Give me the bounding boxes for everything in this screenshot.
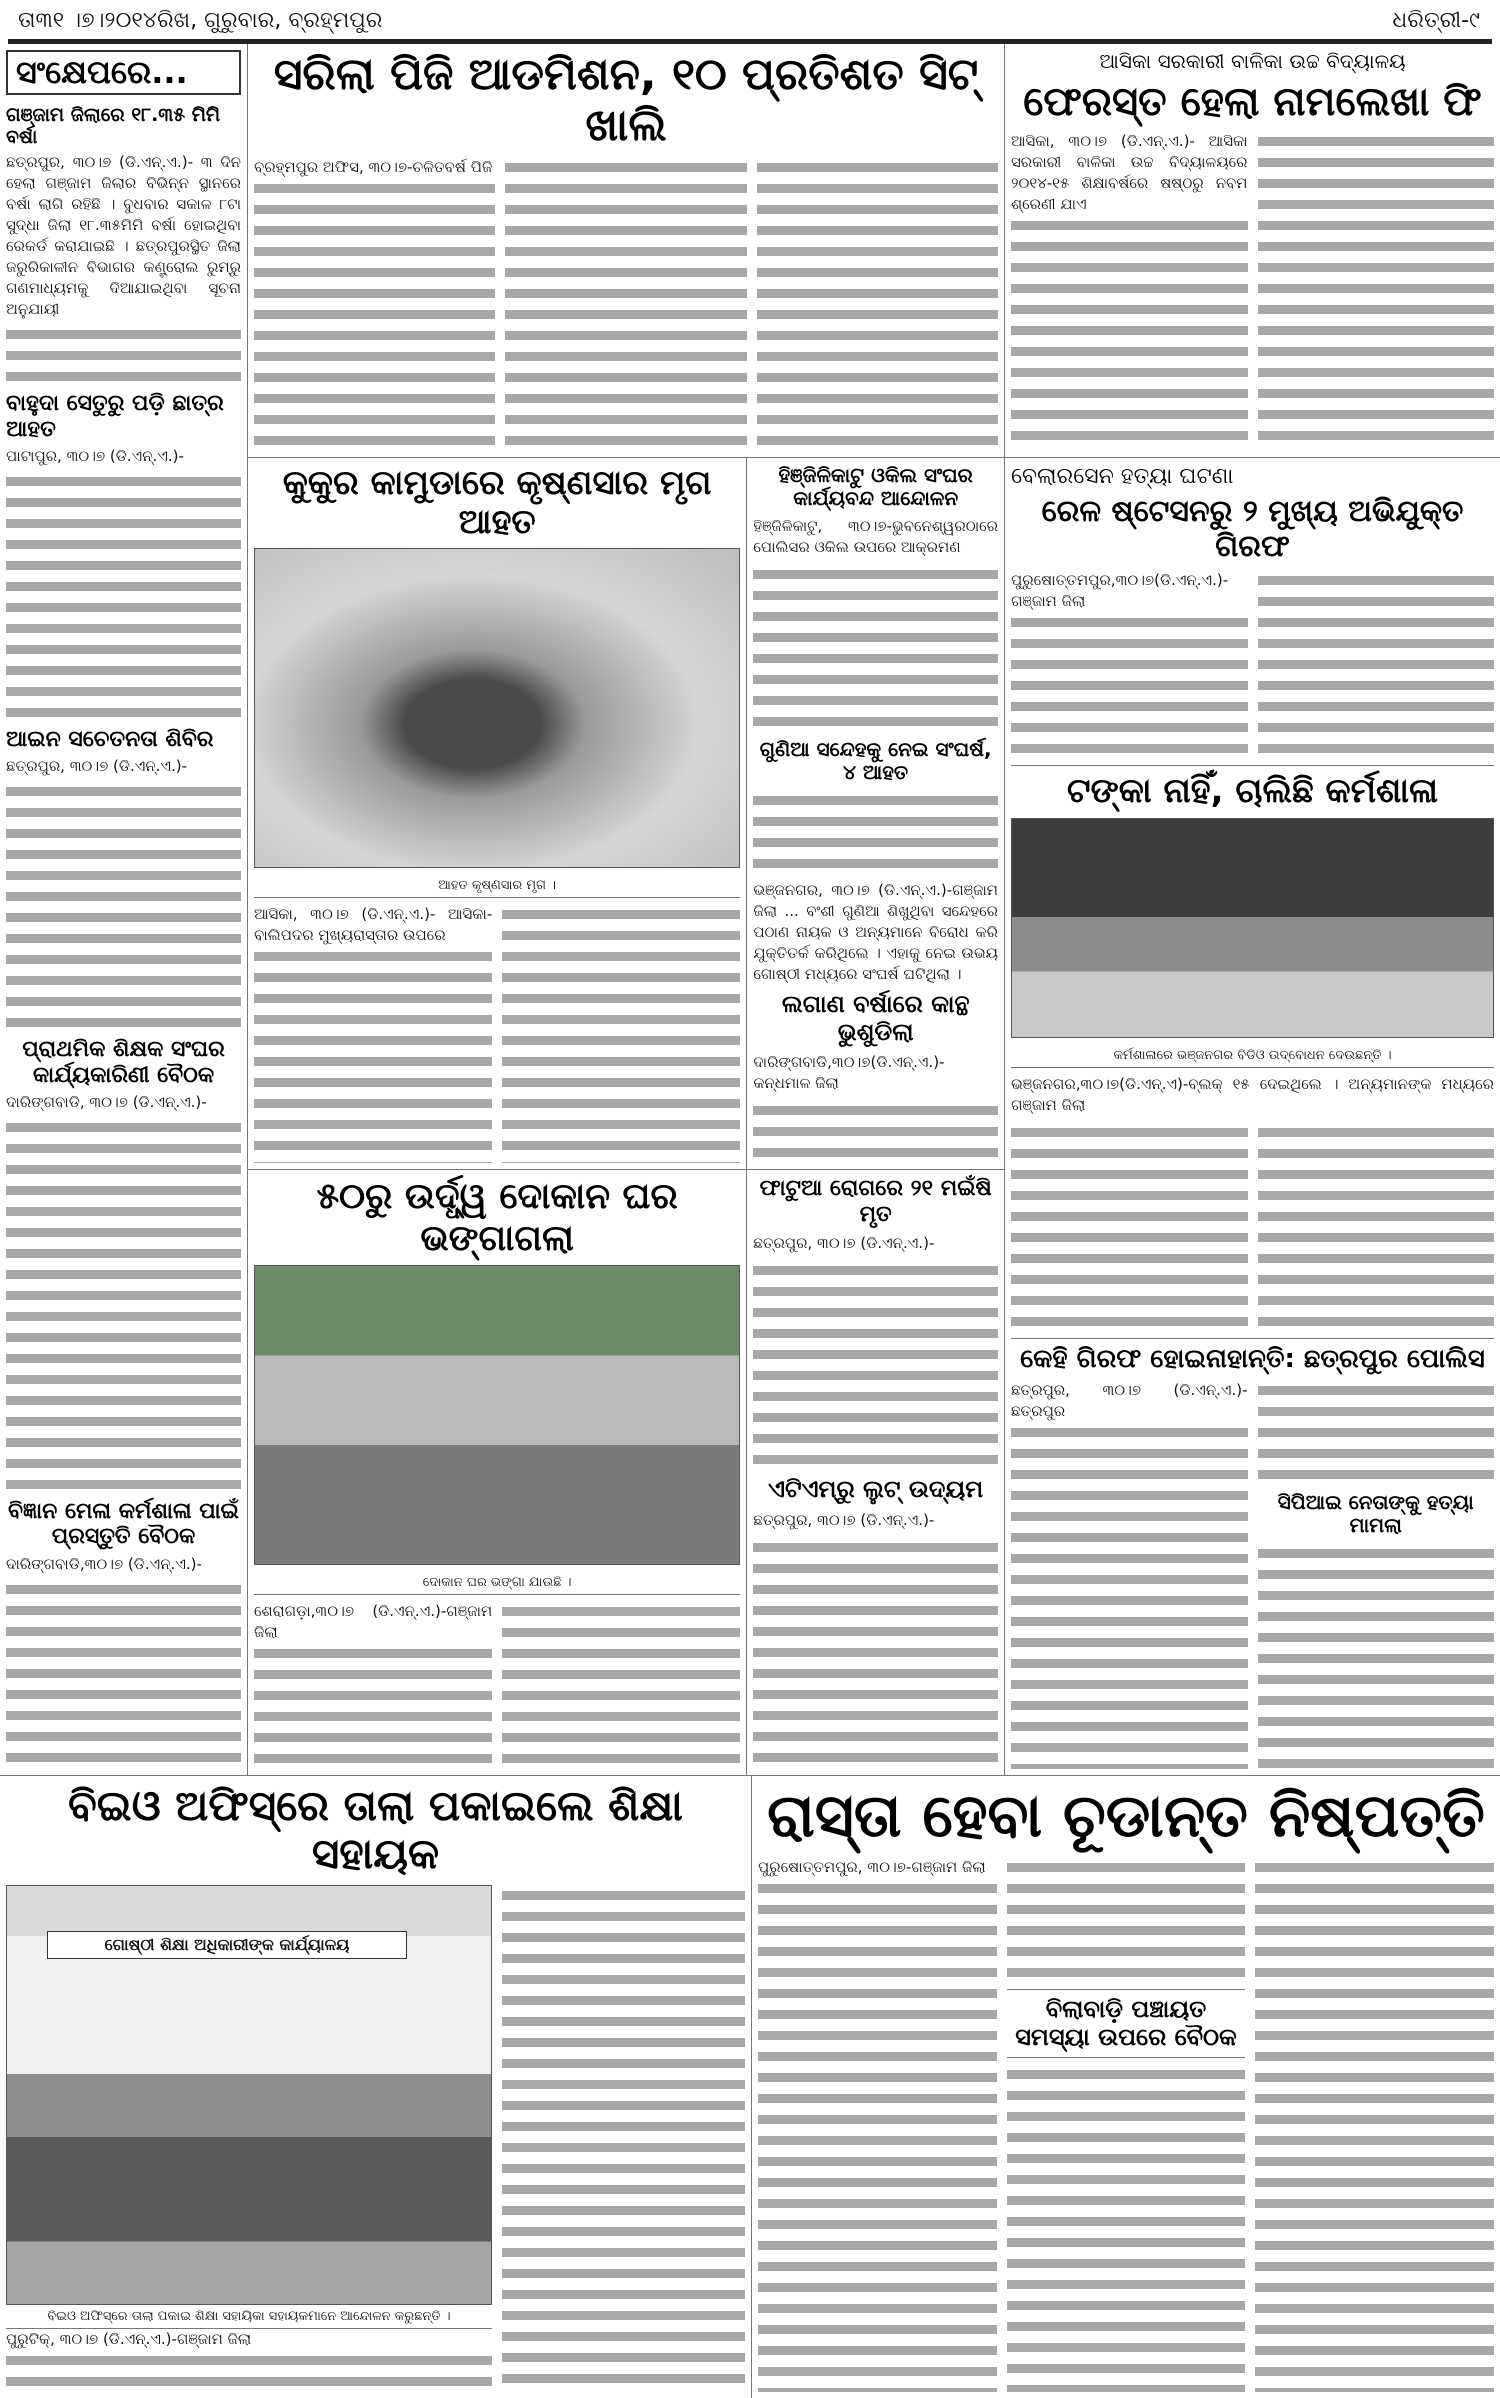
asika-headline: ଫେରସ୍ତ ହେଲା ନାମଲେଖା ଫି bbox=[1023, 79, 1482, 125]
asika-kicker: ଆସିକା ସରକାରୀ ବାଳିକା ଉଚ୍ଚ ବିଦ୍ୟାଳୟ bbox=[1099, 49, 1406, 73]
right-column bbox=[1005, 458, 1500, 1775]
top-section bbox=[0, 44, 1500, 1776]
shops-body: ଶେରାଗଡ଼ା,୩୦।୭ (ଡି.ଏନ୍.ଏ.)-ଗଞ୍ଜାମ ଜିଲା bbox=[254, 1602, 493, 1642]
brief-body: ଛତ୍ରପୁର, ୩୦।୭ (ଡି.ଏନ୍.ଏ.)- ୩ ଦିନ ହେଲା ଗଞ୍ଜାମ ଜିଲାର ବିଭିନ୍ନ ସ୍ଥାନରେ ବର୍ଷା ଲାଗି ରହିଛି । ବୁଧବାର ସକାଳ ୮ଟା ସୁଦ୍ଧା ଜିଲା ୧୮.୩୫ମିମି ବର୍ଷା ହୋଇଥିବା ରେକର୍ଡ କରାଯାଇଛି । ଛତ୍ରପୁରସ୍ଥିତ ଜିଲା ଜରୁରିକାଳୀନ ବିଭାଗର କଣ୍ଟ୍ରୋଲ ରୁମ୍‌ରୁ ଗଣମାଧ୍ୟମକୁ ଦିଆଯାଇଥିବା ସୂଚନା ଅନୁଯାୟୀ bbox=[6, 153, 241, 319]
band-top bbox=[248, 44, 1500, 458]
wall-headline: ଲଗାଣ ବର୍ଷାରେ କାନ୍ଥ ଭୁଶୁଡିଲା bbox=[781, 990, 970, 1046]
pg-headline: ସରିଲା ପିଜି ଆଡମିଶନ, ୧୦ ପ୍ରତିଶତ ସିଟ୍ ଖାଲି bbox=[273, 49, 979, 151]
cpi-headline: ସିପିଆଇ ନେତାଙ୍କୁ ହତ୍ୟା ମାମଲା bbox=[1277, 1490, 1474, 1538]
shops-caption: ଦୋକାନ ଘର ଭଙ୍ଗା ଯାଉଛି । bbox=[254, 1571, 740, 1595]
shops-article bbox=[248, 1170, 747, 1775]
road-headline: ରାସ୍ତା ହେବା ଚୂଡାନ୍ତ ନିଷ୍ପତ୍ତି bbox=[767, 1781, 1485, 1852]
brief-headline: ଆଇନ ସଚେତନତା ଶିବିର bbox=[6, 727, 214, 753]
guniya-headline: ଗୁଣିଆ ସନ୍ଦେହକୁ ନେଇ ସଂଘର୍ଷ, ୪ ଆହତ bbox=[759, 737, 992, 785]
brief-headline: ପ୍ରାଥମିକ ଶିକ୍ଷକ ସଂଘର କାର୍ଯ୍ୟକାରିଣୀ ବୈଠକ bbox=[22, 1037, 225, 1088]
center-lower-right bbox=[747, 1170, 1004, 1775]
police-headline: କେହି ଗିରଫ ହୋଇନାହାନ୍ତି: ଛତ୍ରପୁର ପୋଲିସ bbox=[1020, 1343, 1485, 1374]
atm-body: ଛତ୍ରପୁର, ୩୦।୭ (ଡି.ଏନ୍.ଏ.)- bbox=[753, 1510, 935, 1529]
hinjili-headline: ହିଞ୍ଜିଳିକାଟୁ ଓକିଲ ସଂଘର କାର୍ଯ୍ୟବନ୍ଦ ଆନ୍ଦୋଳନ bbox=[778, 463, 973, 511]
workshop-headline: ଟଙ୍କା ନାହିଁ, ଚାଲିଛି କର୍ମଶାଳା bbox=[1067, 771, 1438, 812]
brief-body: ଛତ୍ରପୁର, ୩୦।୭ (ଡି.ଏନ୍.ଏ.)- bbox=[6, 757, 188, 776]
road-body: ପୁରୁଷୋତ୍ତମପୁର, ୩୦।୭-ଗଞ୍ଜାମ ଜିଲା bbox=[758, 1858, 986, 1877]
asika-article bbox=[1005, 44, 1500, 457]
deer-photo bbox=[254, 548, 740, 868]
hinjili-body: ହିଞ୍ଜିଳିକାଟୁ, ୩୦।୭-ଭୁବନେଶ୍ୱରଠାରେ ପୋଲିସର ଓକିଲ ଉପରେ ଆକ୍ରମଣ bbox=[753, 517, 998, 557]
center-right-column bbox=[747, 458, 1004, 1169]
beo-body: ପୁରୁଟିକ୍, ୩୦।୭ (ଡି.ଏନ୍.ଏ.)-ଗଞ୍ଜାମ ଜିଲା bbox=[6, 2329, 252, 2348]
police-body: ଛତ୍ରପୁର, ୩୦।୭ (ଡି.ଏନ୍.ଏ.)- ଛତ୍ରପୁର bbox=[1011, 1381, 1248, 1421]
beo-photo bbox=[6, 1885, 492, 2305]
deer-article bbox=[248, 458, 747, 1169]
center-upper bbox=[248, 458, 1004, 1170]
workshop-photo bbox=[1011, 818, 1494, 1038]
deer-caption: ଆହତ କୃଷ୍ଣସାର ମୃଗ । bbox=[254, 874, 740, 898]
beo-headline: ବିଇଓ ଅଫିସ୍‌ରେ ତାଲା ପକାଇଲେ ଶିକ୍ଷା ସହାୟକ bbox=[68, 1781, 683, 1879]
buffalo-headline: ଫାଟୁଆ ରୋଗରେ ୨୧ ମଇଁଷି ମୃତ bbox=[759, 1176, 992, 1227]
center-columns bbox=[248, 458, 1005, 1775]
shops-photo bbox=[254, 1265, 740, 1565]
belarasen-headline: ରେଳ ଷ୍ଟେସନରୁ ୨ ମୁଖ୍ୟ ଅଭିଯୁକ୍ତ ଗିରଫ bbox=[1041, 494, 1464, 564]
brief-headline: ଗଞ୍ଜାମ ଜିଲାରେ ୧୮.୩୫ ମିମି ବର୍ଷା bbox=[6, 103, 221, 148]
main-area bbox=[248, 44, 1500, 1775]
date-line: ତା୩୧ ।୭।୨୦୧୪ରିଖ, ଗୁରୁବାର, ବ୍ରହ୍ମପୁର bbox=[18, 8, 383, 33]
deer-headline: କୁକୁର କାମୁଡାରେ କୃଷ୍ଣସାର ମୃଗ ଆହତ bbox=[282, 463, 712, 543]
workshop-body: ଭଞ୍ଜନଗର,୩୦।୭(ଡି.ଏନ୍.ଏ)-ବ୍ଲକ୍ ୧୫ ଦେଇଥିଲେ । ଅନ୍ୟମାନଙ୍କ ମଧ୍ୟରେ ଗଞ୍ଜାମ ଜିଲା bbox=[1011, 1074, 1494, 1114]
brief-body: ପାଟାପୁର, ୩୦।୭ (ଡି.ଏନ୍.ଏ.)- bbox=[6, 447, 184, 466]
wall-body: ଦାରିଙ୍ଗବାଡି,୩୦।୭(ଡି.ଏନ୍.ଏ.)-କନ୍ଧମାଳ ଜିଲା bbox=[753, 1053, 945, 1093]
guniya-body: ଭଞ୍ଜନଗର, ୩୦।୭ (ଡି.ଏନ୍.ଏ.)-ଗଞ୍ଜାମ ଜିଲା ... ବଂଶୀ ଗୁଣିଆ ଶିଖୁଥିବା ସନ୍ଦେହରେ ପଠାଣ ନାୟକ ଓ ଅନ୍ୟମାନେ ବିରୋଧ କରି ଯୁକ୍ତିତର୍କ କରିଥିଲେ । ଏହାକୁ ନେଇ ଉଭୟ ଗୋଷ୍ଠୀ ମଧ୍ୟରେ ସଂଘର୍ଷ ଘଟିଥିଲା । bbox=[753, 881, 998, 984]
belarasen-body: ପୁରୁଷୋତ୍ତମପୁର,୩୦।୭(ଡି.ଏନ୍.ଏ.)-ଗଞ୍ଜାମ ଜିଲା bbox=[1011, 571, 1229, 611]
page-header bbox=[8, 0, 1492, 44]
shops-headline: ୫୦ରୁ ଉର୍ଦ୍ଧ୍ୱ ଦୋକାନ ଘର ଭଙ୍ଗାଗଲା bbox=[316, 1176, 678, 1259]
brief-column bbox=[0, 44, 248, 1775]
belarasen-kicker: ବେଲାରସେନ ହତ୍ୟା ଘଟଣା bbox=[1011, 464, 1234, 490]
brief-headline: ବାହୁଦା ସେତୁରୁ ପଡ଼ି ଛାତ୍ର ଆହତ bbox=[6, 391, 224, 442]
asika-body: ଆସିକା, ୩୦।୭ (ଡି.ଏନ୍.ଏ.)- ଆସିକା ସରକାରୀ ବାଳିକା ଉଚ୍ଚ ବିଦ୍ୟାଳୟରେ ୨୦୧୪-୧୫ ଶିକ୍ଷାବର୍ଷରେ ଷଷ୍ଠରୁ ନବମ ଶ୍ରେଣୀ ଯାଏ bbox=[1011, 132, 1248, 213]
pg-article bbox=[248, 44, 1005, 457]
beo-article bbox=[0, 1776, 752, 2398]
road-article bbox=[752, 1776, 1500, 2398]
band-middle bbox=[248, 458, 1500, 1775]
bilabadi-headline: ବିଲାବାଡ଼ି ପଞ୍ଚାୟତ ସମସ୍ୟା ଉପରେ ବୈଠକ bbox=[1007, 1989, 1246, 2058]
workshop-caption: କର୍ମଶାଳାରେ ଭଞ୍ଜନଗର ବିଡିଓ ଉଦ୍‌ବୋଧନ ଦେଉଛନ୍ତି । bbox=[1011, 1044, 1494, 1068]
page-label: ଧରିତ୍ରୀ-୯ bbox=[1392, 8, 1480, 33]
center-lower bbox=[248, 1170, 1004, 1775]
office-sign: ଗୋଷ୍ଠୀ ଶିକ୍ଷା ଅଧିକାରୀଙ୍କ କାର୍ଯ୍ୟାଳୟ bbox=[47, 1931, 407, 1959]
buffalo-body: ଛତ୍ରପୁର, ୩୦।୭ (ଡି.ଏନ୍.ଏ.)- bbox=[753, 1233, 935, 1252]
brief-headline: ବିଜ୍ଞାନ ମେଳା କର୍ମଶାଳା ପାଇଁ ପ୍ରସ୍ତୁତି ବୈଠକ bbox=[8, 1498, 239, 1550]
brief-body: ଦାରିଙ୍ଗବାଡି, ୩୦।୭ (ଡି.ଏନ୍.ଏ.)- bbox=[6, 1092, 207, 1111]
beo-caption: ବିଇଓ ଅଫିସ୍‌ରେ ତାଲା ପକାଇ ଶିକ୍ଷା ସହାୟିକା ସହାୟକମାନେ ଆନ୍ଦୋଳନ କରୁଛନ୍ତି । bbox=[6, 2305, 492, 2329]
brief-title: ସଂକ୍ଷେପରେ... bbox=[6, 50, 241, 95]
deer-body: ଆସିକା, ୩୦।୭ (ଡି.ଏନ୍.ଏ.)- ଆସିକା-ବାଲିପଦର ମୁଖ୍ୟରାସ୍ତାର ଉପରେ bbox=[254, 905, 493, 945]
atm-headline: ଏଟିଏମ୍‌ରୁ ଲୁଟ୍ ଉଦ୍ୟମ bbox=[768, 1474, 984, 1503]
brief-body: ଦାରିଙ୍ଗବାଡି,୩୦।୭ (ଡି.ଏନ୍.ଏ.)- bbox=[6, 1554, 202, 1573]
pg-body: ବ୍ରହ୍ମପୁର ଅଫିସ, ୩୦।୭-ଚଳିତବର୍ଷ ପିଜି bbox=[254, 158, 493, 177]
bottom-section bbox=[0, 1776, 1500, 2398]
